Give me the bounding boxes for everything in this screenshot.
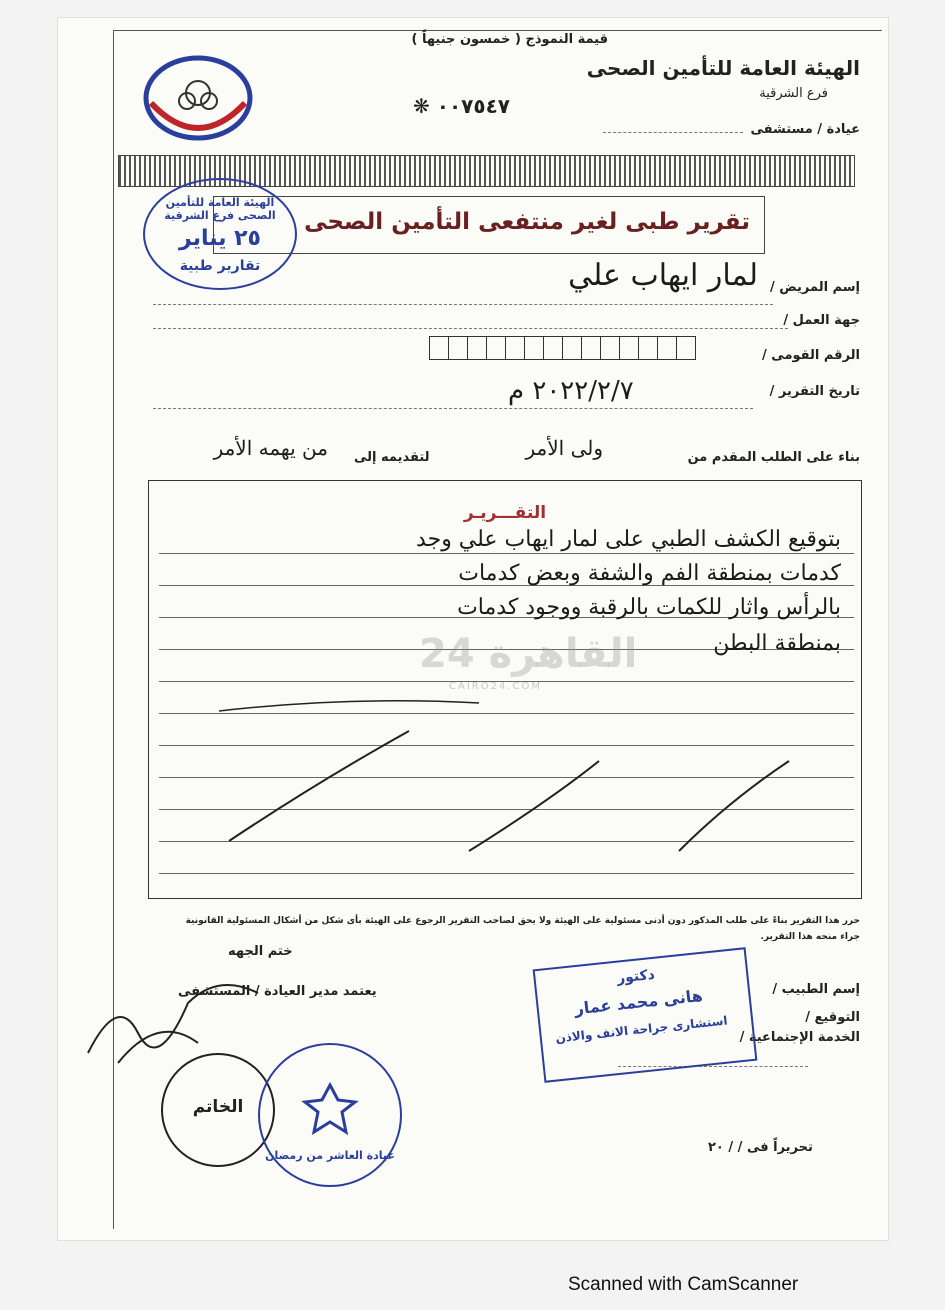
clinic-label: عيادة / مستشفى [750,122,860,137]
social-service-label: الخدمة الإجتماعية / [739,1030,860,1045]
form-price: قيمة النموذج ( خمسون جنيهاً ) [411,32,608,47]
document-page [58,18,888,1240]
national-id-label: الرقم القومى / [762,348,860,363]
patient-name-value: لمار ايهاب علي [568,258,758,293]
report-line-4: بمنطقة البطن [713,631,841,656]
work-line [153,328,788,329]
doctor-stamp-line-1: دكتور [616,966,656,987]
watermark: القاهرة 24 [419,631,638,677]
disclaimer-line-1: حرر هذا التقرير بناءً على طلب المذكور دون أدنى مسئولية على الهيئة ولا يحق لصاحب التقرير الرجوع على الهيئة بأى شكل من أشكال المسئولية القانونية [185,916,860,926]
scanner-footer: Scanned with CamScanner [568,1274,799,1295]
round-stamp-bottom: تقارير طبية [179,258,261,274]
national-id-boxes [430,336,696,360]
request-label: بناء على الطلب المقدم من [687,450,860,465]
report-line-3: بالرأس واثار للكمات بالرقبة ووجود كدمات [457,595,841,620]
round-stamp-text: الهيئة العامة للتأمين الصحى فرع الشرقية [164,196,276,222]
stamp-circle-label: الخاتم [192,1097,244,1117]
round-stamp-date: ٢٥ يناير [179,226,261,251]
disclaimer-line-2: جراء منحه هذا التقرير. [760,932,860,942]
doctor-stamp [533,947,758,1083]
strike-lines [149,481,861,898]
signature-label: التوقيع / [805,1010,860,1025]
submit-value: من يهمه الأمر [213,436,328,460]
date-line [153,408,753,409]
clinic-line [603,132,743,133]
patient-line [153,304,773,305]
insurance-logo [143,53,253,143]
request-value: ولى الأمر [525,436,603,460]
doctor-label: إسم الطبيب / [772,982,860,997]
director-signature [78,953,278,1073]
watermark-sub: CAIRO24.COM [449,681,542,692]
serial-number: ٠٠٧٥٤٧ ❋ [413,94,510,118]
report-line-1: بتوقيع الكشف الطبي على لمار ايهاب علي وجد [416,527,841,552]
work-label: جهة العمل / [783,313,860,328]
org-name: الهيئة العامة للتأمين الصحى [586,56,860,80]
report-date-label: تاريخ التقرير / [769,384,860,399]
clinic-seal-text: عيادة العاشر من رمضان [265,1149,395,1162]
submit-label: لتقديمه إلى [354,450,430,465]
branch-name: فرع الشرقية [759,86,828,101]
report-date-value: ٢٠٢٢/٢/٧ م [508,376,634,406]
report-line-2: كدمات بمنطقة الفم والشفة وبعض كدمات [458,561,841,586]
written-on-label: تحريراً فى / / ٢٠ [708,1140,813,1155]
doctor-stamp-line-2: هانى محمد عمار [573,985,704,1019]
document-title: تقرير طبى لغير منتفعى التأمين الصحى [304,209,750,235]
report-box [148,480,862,899]
report-heading: التقـــريـر [463,503,547,523]
patient-label: إسم المريض / [770,280,860,295]
seal-label: ختم الجهه [228,944,293,959]
round-stamp [143,178,297,290]
eagle-icon [300,1080,360,1140]
doctor-stamp-line-3: استشارى جراحة الانف والاذن [554,1013,729,1046]
clinic-seal [258,1043,402,1187]
director-label: يعتمد مدير العيادة / المستشفى [178,984,377,999]
